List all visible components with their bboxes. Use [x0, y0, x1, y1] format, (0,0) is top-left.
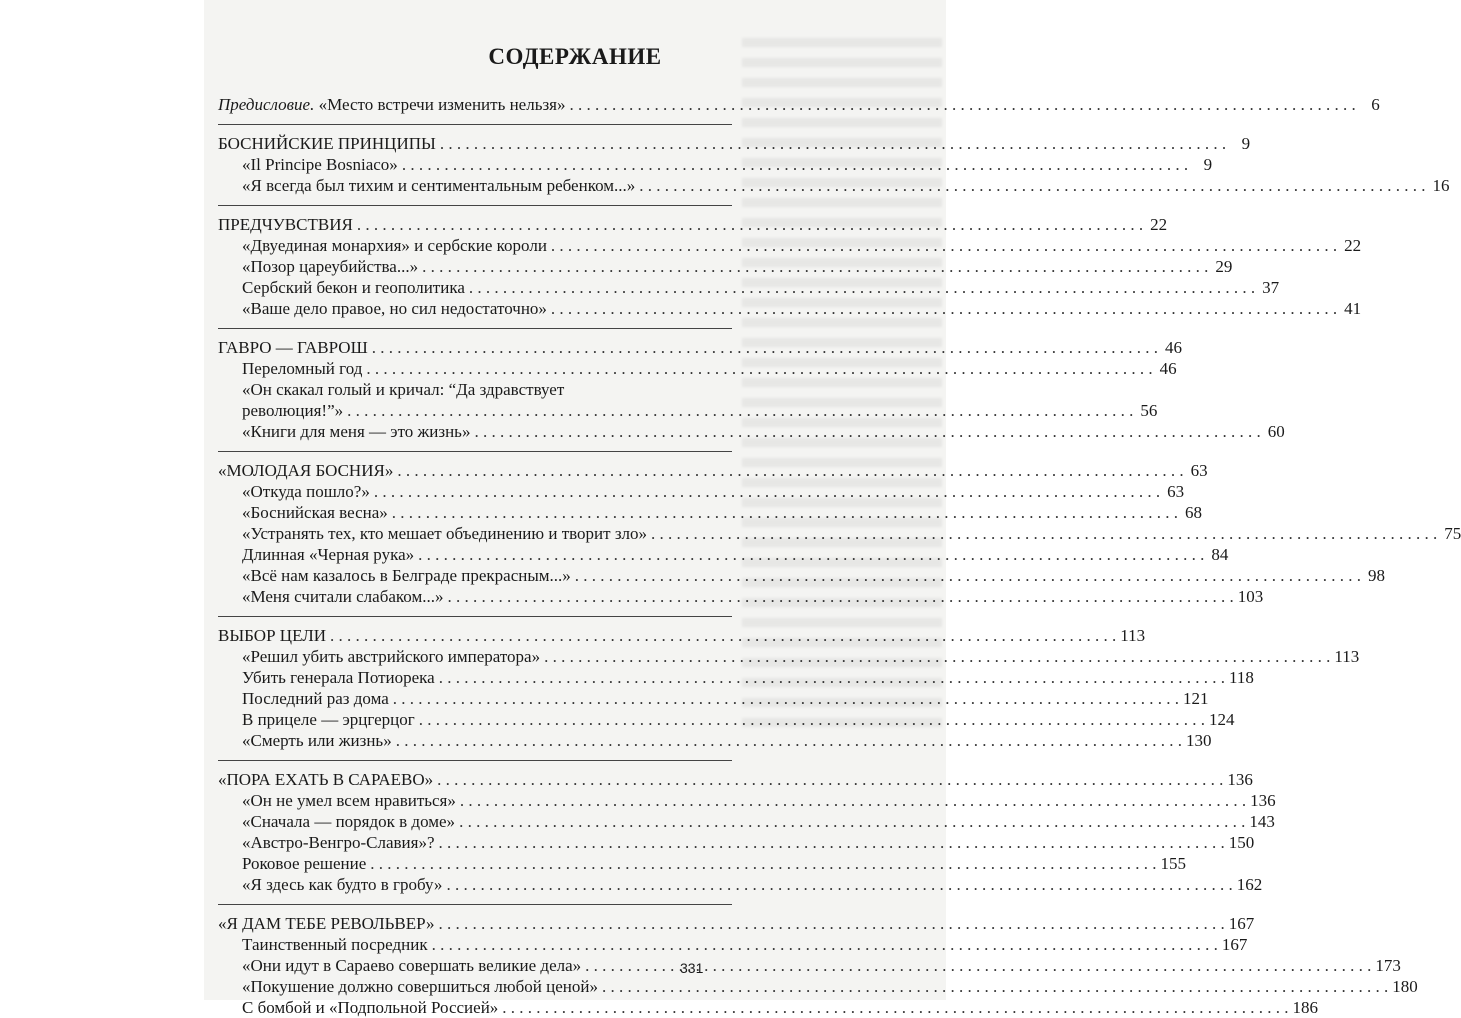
leader-dots [570, 94, 1356, 115]
chapter-title: Сербский бекон и геополитика [242, 278, 465, 297]
page-number: 167 [1221, 935, 1248, 954]
page-number: 63 [1190, 461, 1208, 480]
section-title: ПРЕДЧУВСТВИЯ [218, 215, 353, 234]
chapter-title: «Боснийская весна» [242, 503, 388, 522]
chapter-title: «Il Principe Bosniaco» [242, 155, 398, 174]
leader-dots [439, 667, 1225, 688]
toc-entry-chapter [218, 502, 1203, 523]
leader-dots [544, 646, 1330, 667]
chapter-title: «Покушение должно совершиться любой ценой» [242, 977, 598, 996]
chapter-title: Таинственный посредник [242, 935, 428, 954]
toc-entry-chapter [218, 730, 1212, 751]
chapter-title-continuation: революция!”» [242, 401, 344, 420]
page-number: 186 [1292, 998, 1319, 1017]
chapter-title: Роковое решение [242, 854, 367, 873]
page-number: 63 [1167, 482, 1185, 501]
toc-entry-section [218, 460, 1208, 481]
leader-dots [393, 688, 1179, 709]
chapter-title: «Они идут в Сараево совершать великие дела» [242, 956, 582, 975]
chapter-title: «Смерть или жизнь» [242, 731, 392, 750]
section-title: ВЫБОР ЦЕЛИ [218, 626, 327, 645]
chapter-title: «Он не умел всем нравиться» [242, 791, 456, 810]
leader-dots [397, 460, 1183, 481]
page-number: 22 [1344, 236, 1362, 255]
toc-entry-chapter [218, 976, 1418, 997]
page-number: 46 [1159, 359, 1177, 378]
toc-entry-chapter [218, 154, 1213, 175]
page-number: 162 [1236, 875, 1263, 894]
chapter-title: «Сначала — порядок в доме» [242, 812, 456, 831]
leader-dots [447, 586, 1233, 607]
page-number: 84 [1211, 545, 1229, 564]
section-divider [218, 124, 732, 125]
chapter-title: Длинная «Черная рука» [242, 545, 415, 564]
toc-entry-chapter [218, 853, 1187, 874]
leader-dots [469, 277, 1255, 298]
preface-label [218, 94, 566, 115]
table-of-contents [218, 94, 1461, 1018]
toc-entry-chapter [218, 646, 1360, 667]
page-number: 56 [1140, 401, 1158, 420]
toc-entry-section [218, 133, 1251, 154]
leader-dots [446, 874, 1232, 895]
page-number: 9 [1241, 134, 1251, 153]
leader-dots [439, 913, 1225, 934]
toc-entry-chapter [218, 544, 1229, 565]
chapter-title: «Меня считали слабаком...» [242, 587, 444, 606]
page-number: 136 [1227, 770, 1253, 789]
page-number: 46 [1164, 338, 1182, 357]
leader-dots [551, 298, 1337, 319]
toc-entry-chapter [218, 565, 1386, 586]
page-number: 29 [1215, 257, 1233, 276]
page-number: 98 [1368, 566, 1386, 585]
section-title: «Я ДАМ ТЕБЕ РЕВОЛЬВЕР» [218, 914, 435, 933]
page-number: 113 [1120, 626, 1146, 645]
section-title: «МОЛОДАЯ БОСНИЯ» [218, 461, 394, 480]
folio-number: 331 [680, 960, 704, 976]
section-title: БОСНИЙСКИЕ ПРИНЦИПЫ [218, 134, 436, 153]
section-divider [218, 328, 732, 329]
toc-entry-chapter [218, 667, 1254, 688]
page-number: 68 [1185, 503, 1203, 522]
toc-entry-section [218, 337, 1182, 358]
toc-entry-chapter [218, 586, 1264, 607]
leader-dots [418, 544, 1204, 565]
page-number: 155 [1160, 854, 1187, 873]
chapter-title: «Всё нам казалось в Белграде прекрасным...» [242, 566, 571, 585]
chapter-title: «Позор цареубийства...» [242, 257, 419, 276]
section-divider [218, 205, 732, 206]
toc-entry-chapter [218, 358, 1177, 379]
preface-prefix: Предисловие. [218, 95, 315, 114]
toc-entry-section [218, 913, 1255, 934]
page-number: 75 [1444, 524, 1461, 543]
toc-entry-chapter [218, 421, 1285, 442]
chapter-title: Переломный год [242, 359, 363, 378]
page-number: 9 [1203, 155, 1213, 174]
toc-entry-section [218, 625, 1146, 646]
leader-dots [651, 523, 1437, 544]
page-number: 118 [1228, 668, 1254, 687]
toc-entry-section [218, 769, 1253, 790]
section-divider [218, 616, 732, 617]
chapter-title: «Ваше дело правое, но сил недостаточно» [242, 299, 547, 318]
leader-dots [440, 133, 1226, 154]
page-number: 6 [1371, 95, 1380, 114]
toc-entry-chapter [218, 235, 1362, 256]
page-number: 16 [1432, 176, 1450, 195]
toc-entry-chapter [218, 709, 1235, 730]
toc-entry-chapter [218, 298, 1362, 319]
leader-dots [422, 256, 1208, 277]
chapter-title: «Австро-Венгро-Славия»? [242, 833, 435, 852]
leader-dots [396, 730, 1182, 751]
toc-entry-chapter [218, 874, 1263, 895]
toc-entry-chapter [218, 175, 1450, 196]
toc-entry-chapter [218, 400, 1158, 421]
leader-dots [459, 811, 1245, 832]
leader-dots [551, 235, 1337, 256]
page-number: 173 [1375, 956, 1401, 975]
toc-entry-section [218, 214, 1168, 235]
chapter-title-line: «Он скакал голый и кричал: “Да здравствует [242, 380, 565, 399]
toc-entry-chapter [218, 688, 1209, 709]
page-number: 113 [1334, 647, 1360, 666]
page-number: 136 [1250, 791, 1276, 810]
leader-dots [347, 400, 1133, 421]
leader-dots [419, 709, 1205, 730]
page-number: 121 [1183, 689, 1209, 708]
chapter-title: Последний раз дома [242, 689, 389, 708]
page-number: 130 [1185, 731, 1212, 750]
toc-entry-chapter [218, 790, 1276, 811]
page-number: 37 [1262, 278, 1280, 297]
chapter-title: «Откуда пошло?» [242, 482, 370, 501]
leader-dots [460, 790, 1246, 811]
leader-dots [602, 976, 1388, 997]
page-number: 41 [1344, 299, 1362, 318]
page-number: 60 [1267, 422, 1285, 441]
leader-dots [366, 358, 1152, 379]
page-title: СОДЕРЖАНИЕ [488, 44, 662, 69]
chapter-title: «Решил убить австрийского императора» [242, 647, 541, 666]
toc-entry-chapter [218, 997, 1319, 1018]
section-divider [218, 760, 732, 761]
page-number: 103 [1237, 587, 1264, 606]
leader-dots [357, 214, 1143, 235]
chapter-title: Убить генерала Потиорека [242, 668, 435, 687]
preface-title: «Место встречи изменить нельзя» [314, 95, 566, 114]
leader-dots [392, 502, 1178, 523]
toc-entry-chapter [218, 523, 1461, 544]
toc-entry-chapter [218, 277, 1280, 298]
toc-entry-chapter [218, 934, 1248, 955]
leader-dots [370, 853, 1156, 874]
toc-entry-chapter [218, 256, 1233, 277]
leader-dots [372, 337, 1158, 358]
leader-dots [575, 565, 1361, 586]
page-number: 143 [1249, 812, 1275, 831]
page-number: 167 [1228, 914, 1255, 933]
page-number: 22 [1150, 215, 1168, 234]
chapter-title: В прицеле — эрцгерцог [242, 710, 415, 729]
leader-dots [374, 481, 1160, 502]
chapter-title: «Я всегда был тихим и сентиментальным ребенком...» [242, 176, 636, 195]
section-divider [218, 451, 732, 452]
leader-dots [330, 625, 1116, 646]
leader-dots [639, 175, 1425, 196]
section-title: ГАВРО — ГАВРОШ [218, 338, 368, 357]
chapter-title: «Двуединая монархия» и сербские короли [242, 236, 547, 255]
leader-dots [402, 154, 1188, 175]
chapter-title: «Книги для меня — это жизнь» [242, 422, 471, 441]
toc-entry-chapter [218, 811, 1275, 832]
toc-entry-chapter [218, 955, 1401, 976]
leader-dots [502, 997, 1288, 1018]
chapter-title: С бомбой и «Подпольной Россией» [242, 998, 499, 1017]
leader-dots [432, 934, 1218, 955]
section-divider [218, 904, 732, 905]
toc-entry-preface [218, 94, 1380, 115]
toc-entry-chapter [218, 832, 1255, 853]
chapter-title: «Устранять тех, кто мешает объединению и творит зло» [242, 524, 648, 543]
toc-entry-chapter [218, 481, 1185, 502]
page-number: 180 [1392, 977, 1418, 996]
page-number: 150 [1228, 833, 1255, 852]
leader-dots [474, 421, 1260, 442]
page-number: 124 [1208, 710, 1235, 729]
leader-dots [437, 769, 1223, 790]
leader-dots [439, 832, 1225, 853]
chapter-title: «Я здесь как будто в гробу» [242, 875, 443, 894]
section-title: «ПОРА ЕХАТЬ В САРАЕВО» [218, 770, 434, 789]
book-page [204, 0, 1461, 1017]
